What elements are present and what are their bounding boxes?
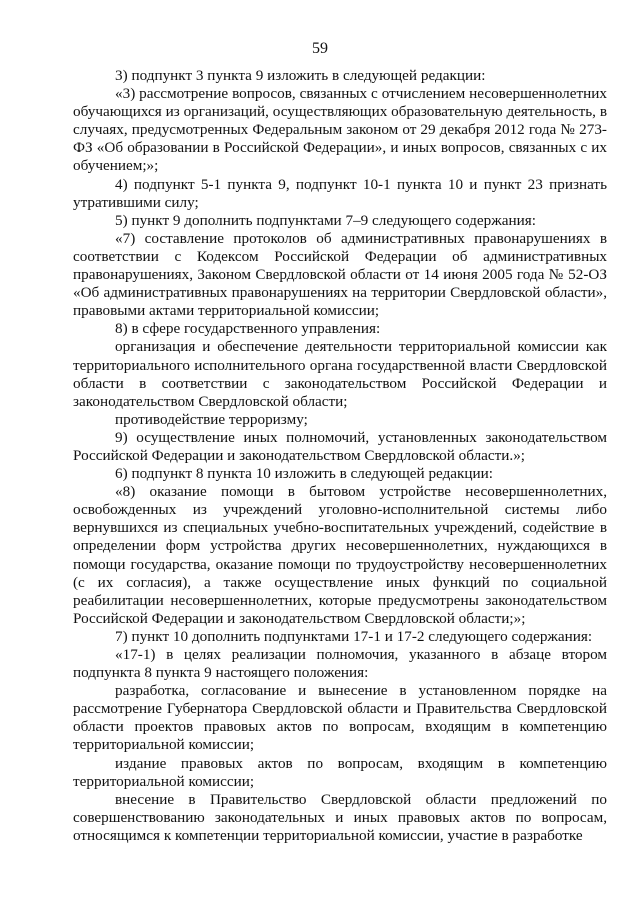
paragraph-drafting: разработка, согласование и вынесение в установленном порядке на рассмотрение Губернатора Свердловской области и Правительства Свердловской области проектов правовых актов по вопросам, входящим в компетенцию территориальной комиссии; bbox=[73, 682, 607, 754]
paragraph-subitem-7-text: «7) составление протоколов об административных правонарушениях в соответствии с Кодексом Российской Федерации об административных правонарушениях, Законом Свердловской области от 14 июня 2005 года № 52-ОЗ «Об административных правонарушениях на территории Свердловской области», правовыми актами территориальной комиссии; bbox=[73, 229, 607, 320]
document-body bbox=[73, 67, 607, 845]
paragraph-issuing-acts: издание правовых актов по вопросам, входящим в компетенцию территориальной комиссии; bbox=[73, 754, 607, 790]
paragraph-item-4: 4) подпункт 5-1 пункта 9, подпункт 10-1 пункта 10 и пункт 23 признать утратившими силу; bbox=[73, 175, 607, 211]
paragraph-item-5-intro: 5) пункт 9 дополнить подпунктами 7–9 следующего содержания: bbox=[115, 211, 536, 229]
paragraph-subitem-8-new-text: «8) оказание помощи в бытовом устройстве несовершеннолетних, освобожденных из учреждений уголовно-исполнительной системы либо вернувшихся из специальных учебно-воспитательных учреждений, содействие в определении форм устройства других несовершеннолетних, нуждающихся в помощи государства, оказание помощи по трудоустройству несовершеннолетних (с их согласия), а также осуществление иных функций по социальной реабилитации несовершеннолетних, которые предусмотрены законодательством Российской Федерации и законодательством Свердловской области;»; bbox=[73, 483, 607, 627]
paragraph-subitem-3-text: «3) рассмотрение вопросов, связанных с отчислением несовершеннолетних обучающихся из организаций, осуществляющих образовательную деятельность, в случаях, предусмотренных Федеральным законом от 29 декабря 2012 года № 273-ФЗ «Об образовании в Российской Федерации», и иных вопросов, связанных с их обучением;»; bbox=[73, 85, 607, 175]
paragraph-item-3-intro: 3) подпункт 3 пункта 9 изложить в следующей редакции: bbox=[115, 67, 486, 84]
paragraph-organization: организация и обеспечение деятельности территориальной комиссии как территориального исполнительного органа государственной власти Свердловской области в соответствии с законодательством Российской Федерации и законодательством Свердловской области; bbox=[73, 338, 607, 410]
paragraph-subitem-8-text: 8) в сфере государственного управления: bbox=[115, 320, 381, 338]
paragraph-counterterrorism: противодействие терроризму; bbox=[115, 410, 308, 428]
paragraph-item-7-intro: 7) пункт 10 дополнить подпунктами 17-1 и 17-2 следующего содержания: bbox=[115, 627, 593, 645]
paragraph-subitem-17-1-text: «17-1) в целях реализации полномочия, указанного в абзаце втором подпункта 8 пункта 9 настоящего положения: bbox=[73, 646, 607, 682]
paragraph-item-6-intro: 6) подпункт 8 пункта 10 изложить в следующей редакции: bbox=[115, 465, 494, 483]
paragraph-submitting-proposals: внесение в Правительство Свердловской области предложений по совершенствованию законодательных и иных правовых актов по вопросам, относящимся к компетенции территориальной комиссии, участие в разработке bbox=[73, 790, 607, 844]
page-number: 59 bbox=[312, 40, 328, 57]
paragraph-subitem-9-text: 9) осуществление иных полномочий, установленных законодательством Российской Федерации и законодательством Свердловской области.»; bbox=[73, 428, 607, 464]
